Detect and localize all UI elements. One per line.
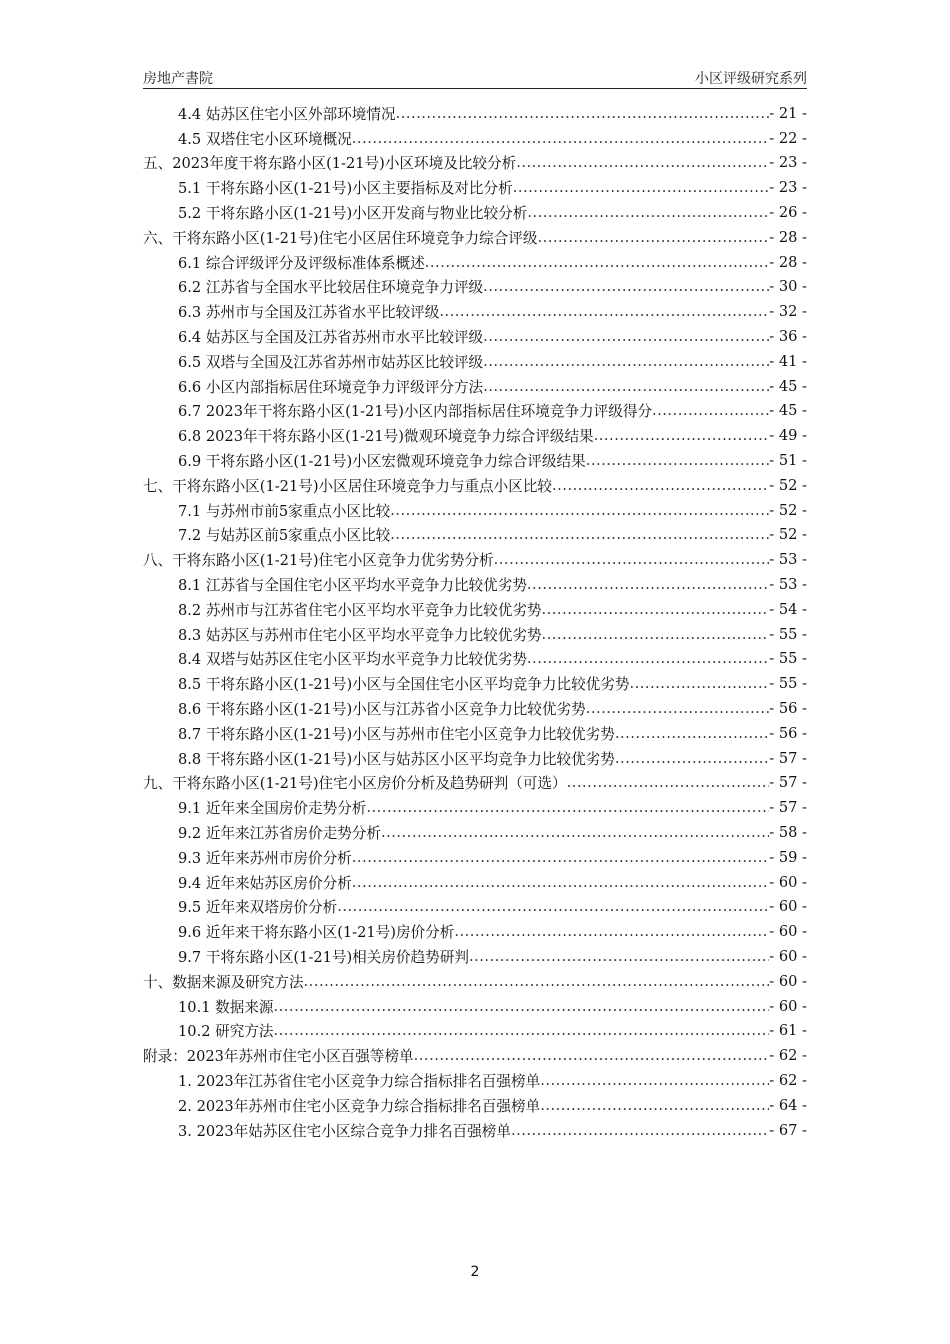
toc-dot-leader [366, 799, 769, 816]
toc-dot-leader [537, 229, 769, 246]
toc-entry-page: - 45 - [769, 377, 807, 395]
toc-entry-page: - 62 - [769, 1071, 807, 1089]
toc-section-entry[interactable] [143, 696, 807, 721]
toc-entry-title: 7.1 与苏州市前5家重点小区比较 [178, 502, 391, 520]
toc-section-entry[interactable] [143, 597, 807, 622]
toc-entry-page: - 28 - [769, 253, 807, 271]
toc-entry-page: - 57 - [769, 774, 807, 792]
toc-entry-title: 8.3 姑苏区与苏州市住宅小区平均水平竞争力比较优劣势 [178, 626, 542, 644]
toc-section-entry[interactable] [143, 870, 807, 895]
toc-entry-title: 七、干将东路小区(1-21号)小区居住环境竞争力与重点小区比较 [143, 477, 553, 495]
toc-entry-title: 9.3 近年来苏州市房价分析 [178, 849, 352, 867]
toc-dot-leader [516, 154, 769, 171]
toc-entry-title: 7.2 与姑苏区前5家重点小区比较 [178, 527, 391, 545]
toc-entry-page: - 22 - [769, 129, 807, 147]
toc-entry-title: 5.2 干将东路小区(1-21号)小区开发商与物业比较分析 [178, 205, 528, 223]
toc-chapter-entry[interactable] [143, 151, 807, 176]
toc-entry-title: 6.1 综合评级评分及评级标准体系概述 [178, 254, 425, 272]
toc-entry-page: - 57 - [769, 799, 807, 817]
toc-entry-page: - 60 - [769, 923, 807, 941]
toc-section-entry[interactable] [143, 622, 807, 647]
toc-chapter-entry[interactable] [143, 1043, 807, 1068]
toc-section-entry[interactable] [143, 795, 807, 820]
toc-entry-page: - 60 - [769, 873, 807, 891]
toc-dot-leader [629, 675, 769, 692]
toc-entry-page: - 53 - [769, 551, 807, 569]
toc-section-entry[interactable] [143, 250, 807, 275]
toc-dot-leader [425, 254, 770, 271]
toc-entry-title: 8.6 干将东路小区(1-21号)小区与江苏省小区竞争力比较优劣势 [178, 701, 586, 719]
page-number: 2 [470, 1264, 480, 1280]
toc-entry-title: 8.7 干将东路小区(1-21号)小区与苏州市住宅小区竞争力比较优劣势 [178, 725, 615, 743]
toc-dot-leader [454, 923, 769, 940]
toc-entry-page: - 60 - [769, 972, 807, 990]
toc-chapter-entry[interactable] [143, 547, 807, 572]
toc-section-entry[interactable] [143, 349, 807, 374]
toc-dot-leader [274, 1022, 770, 1039]
toc-entry-page: - 52 - [769, 501, 807, 519]
toc-entry-title: 6.3 苏州市与全国及江苏省水平比较评级 [178, 304, 440, 322]
toc-chapter-entry[interactable] [143, 225, 807, 250]
toc-dot-leader [414, 1047, 770, 1064]
toc-dot-leader [352, 874, 769, 891]
toc-dot-leader [586, 452, 770, 469]
toc-entry-title: 10.1 数据来源 [178, 998, 274, 1016]
toc-dot-leader [352, 130, 769, 147]
toc-entry-page: - 58 - [769, 824, 807, 841]
toc-entry-title: 3. 2023年姑苏区住宅小区综合竞争力排名百强榜单 [178, 1122, 511, 1140]
toc-entry-title: 六、干将东路小区(1-21号)住宅小区居住环境竞争力综合评级 [143, 229, 538, 247]
toc-dot-leader [304, 973, 770, 990]
toc-section-entry[interactable] [143, 126, 807, 151]
header-left-title: 房地产書院 [143, 71, 213, 87]
toc-section-entry[interactable] [143, 671, 807, 696]
toc-section-entry[interactable] [143, 1093, 807, 1118]
toc-entry-page: - 21 - [769, 104, 807, 122]
toc-dot-leader [540, 1072, 769, 1089]
toc-entry-title: 2. 2023年苏州市住宅小区竞争力综合指标排名百强榜单 [178, 1097, 541, 1115]
toc-entry-page: - 23 - [769, 179, 807, 197]
toc-section-entry[interactable] [143, 399, 807, 424]
toc-entry-title: 6.2 江苏省与全国水平比较居住环境竞争力评级 [178, 279, 484, 297]
toc-entry-page: - 32 - [769, 303, 807, 321]
toc-dot-leader [511, 1122, 769, 1139]
toc-dot-leader [390, 502, 769, 519]
toc-dot-leader [540, 1097, 769, 1114]
toc-entry-page: - 53 - [769, 576, 807, 594]
toc-dot-leader [542, 601, 770, 618]
toc-dot-leader [483, 278, 769, 295]
toc-section-entry[interactable] [143, 1118, 807, 1143]
toc-dot-leader [390, 526, 769, 543]
toc-entry-page: - 56 - [769, 724, 807, 742]
toc-entry-title: 10.2 研究方法 [178, 1023, 274, 1041]
toc-entry-page: - 26 - [769, 204, 807, 222]
toc-section-entry[interactable] [143, 299, 807, 324]
toc-entry-title: 九、干将东路小区(1-21号)住宅小区房价分析及趋势研判（可选） [143, 775, 567, 793]
toc-dot-leader [439, 303, 769, 320]
toc-dot-leader [527, 650, 769, 667]
toc-entry-title: 十、数据来源及研究方法 [143, 973, 304, 991]
toc-section-entry[interactable] [143, 275, 807, 300]
toc-section-entry[interactable] [143, 944, 807, 969]
toc-entry-page: - 61 - [769, 1022, 807, 1040]
toc-entry-title: 6.7 2023年干将东路小区(1-21号)小区内部指标居住环境竞争力评级得分 [178, 403, 653, 421]
toc-chapter-entry[interactable] [143, 473, 807, 498]
toc-entry-page: - 52 - [769, 476, 807, 494]
toc-entry-title: 8.2 苏州市与江苏省住宅小区平均水平竞争力比较优劣势 [178, 601, 542, 619]
toc-section-entry[interactable] [143, 845, 807, 870]
toc-section-entry[interactable] [143, 895, 807, 920]
toc-entry-title: 6.4 姑苏区与全国及江苏省苏州市水平比较评级 [178, 329, 484, 347]
toc-dot-leader [274, 998, 770, 1015]
toc-entry-page: - 36 - [769, 328, 807, 346]
toc-entry-title: 附录：2023年苏州市住宅小区百强等榜单 [143, 1048, 414, 1066]
toc-entry-page: - 41 - [769, 352, 807, 370]
toc-dot-leader [483, 328, 769, 345]
toc-entry-title: 8.1 江苏省与全国住宅小区平均水平竞争力比较优劣势 [178, 577, 527, 595]
toc-entry-title: 6.9 干将东路小区(1-21号)小区宏微观环境竞争力综合评级结果 [178, 453, 586, 471]
toc-entry-title: 五、2023年度干将东路小区(1-21号)小区环境及比较分析 [143, 155, 517, 173]
toc-dot-leader [352, 849, 769, 866]
page-header [143, 66, 807, 89]
toc-entry-page: - 62 - [769, 1047, 807, 1065]
toc-dot-leader [586, 700, 770, 717]
toc-entry-page: - 49 - [769, 427, 807, 445]
toc-entry-page: - 56 - [769, 700, 807, 718]
toc-dot-leader [396, 105, 770, 122]
toc-section-entry[interactable] [143, 448, 807, 473]
toc-section-entry[interactable] [143, 175, 807, 200]
toc-entry-title: 8.8 干将东路小区(1-21号)小区与姑苏区小区平均竞争力比较优劣势 [178, 750, 615, 768]
toc-entry-title: 9.7 干将东路小区(1-21号)相关房价趋势研判 [178, 948, 469, 966]
toc-section-entry[interactable] [143, 820, 807, 845]
toc-entry-page: - 57 - [769, 749, 807, 767]
toc-dot-leader [483, 353, 769, 370]
toc-entry-title: 6.5 双塔与全国及江苏省苏州市姑苏区比较评级 [178, 353, 484, 371]
header-right-title: 小区评级研究系列 [695, 71, 807, 87]
toc-entry-title: 9.5 近年来双塔房价分析 [178, 899, 338, 917]
toc-dot-leader [494, 551, 770, 568]
toc-section-entry[interactable] [143, 324, 807, 349]
toc-entry-title: 9.6 近年来干将东路小区(1-21号)房价分析 [178, 924, 455, 942]
toc-dot-leader [594, 427, 770, 444]
toc-entry-page: - 23 - [769, 154, 807, 172]
toc-section-entry[interactable] [143, 572, 807, 597]
toc-entry-page: - 67 - [769, 1121, 807, 1139]
toc-entry-page: - 55 - [769, 625, 807, 643]
toc-entry-page: - 52 - [769, 526, 807, 544]
table-of-contents [143, 101, 807, 1142]
toc-section-entry[interactable] [143, 721, 807, 746]
toc-entry-page: - 51 - [769, 452, 807, 470]
toc-entry-title: 4.4 姑苏区住宅小区外部环境情况 [178, 105, 396, 123]
toc-entry-page: - 45 - [769, 402, 807, 420]
toc-section-entry[interactable] [143, 101, 807, 126]
toc-entry-page: - 55 - [769, 675, 807, 693]
toc-chapter-entry[interactable] [143, 771, 807, 796]
toc-entry-page: - 60 - [769, 947, 807, 965]
toc-dot-leader [652, 402, 769, 419]
toc-dot-leader [337, 898, 769, 915]
toc-chapter-entry[interactable] [143, 969, 807, 994]
toc-section-entry[interactable] [143, 374, 807, 399]
toc-entry-page: - 60 - [769, 898, 807, 916]
toc-entry-title: 八、干将东路小区(1-21号)住宅小区竞争力优劣势分析 [143, 552, 494, 570]
toc-entry-title: 5.1 干将东路小区(1-21号)小区主要指标及对比分析 [178, 180, 513, 198]
toc-entry-title: 9.4 近年来姑苏区房价分析 [178, 874, 352, 892]
toc-dot-leader [615, 750, 769, 767]
toc-entry-page: - 28 - [769, 228, 807, 246]
toc-entry-title: 9.1 近年来全国房价走势分析 [178, 800, 367, 818]
toc-entry-title: 1. 2023年江苏省住宅小区竞争力综合指标排名百强榜单 [178, 1072, 541, 1090]
toc-entry-page: - 64 - [769, 1096, 807, 1114]
toc-dot-leader [527, 576, 769, 593]
toc-section-entry[interactable] [143, 647, 807, 672]
toc-section-entry[interactable] [143, 994, 807, 1019]
toc-dot-leader [469, 948, 769, 965]
toc-entry-title: 6.8 2023年干将东路小区(1-21号)微观环境竞争力综合评级结果 [178, 428, 594, 446]
toc-section-entry[interactable] [143, 523, 807, 548]
toc-dot-leader [513, 179, 770, 196]
toc-dot-leader [542, 626, 770, 643]
toc-entry-title: 8.5 干将东路小区(1-21号)小区与全国住宅小区平均竞争力比较优劣势 [178, 676, 630, 694]
toc-section-entry[interactable] [143, 1018, 807, 1043]
toc-entry-title: 6.6 小区内部指标居住环境竞争力评级评分方法 [178, 378, 484, 396]
toc-dot-leader [381, 824, 769, 841]
toc-dot-leader [527, 204, 769, 221]
toc-entry-title: 4.5 双塔住宅小区环境概况 [178, 130, 352, 148]
toc-entry-page: - 30 - [769, 278, 807, 296]
toc-section-entry[interactable] [143, 200, 807, 225]
toc-dot-leader [567, 774, 770, 791]
toc-section-entry[interactable] [143, 423, 807, 448]
toc-dot-leader [615, 725, 769, 742]
toc-section-entry[interactable] [143, 919, 807, 944]
toc-entry-page: - 59 - [769, 848, 807, 866]
toc-dot-leader [552, 477, 769, 494]
toc-section-entry[interactable] [143, 746, 807, 771]
toc-entry-page: - 60 - [769, 997, 807, 1015]
toc-section-entry[interactable] [143, 498, 807, 523]
toc-entry-page: - 55 - [769, 650, 807, 668]
toc-entry-title: 8.4 双塔与姑苏区住宅小区平均水平竞争力比较优劣势 [178, 651, 527, 669]
toc-entry-title: 9.2 近年来江苏省房价走势分析 [178, 825, 381, 842]
toc-dot-leader [483, 378, 769, 395]
toc-section-entry[interactable] [143, 1068, 807, 1093]
toc-entry-page: - 54 - [769, 600, 807, 618]
